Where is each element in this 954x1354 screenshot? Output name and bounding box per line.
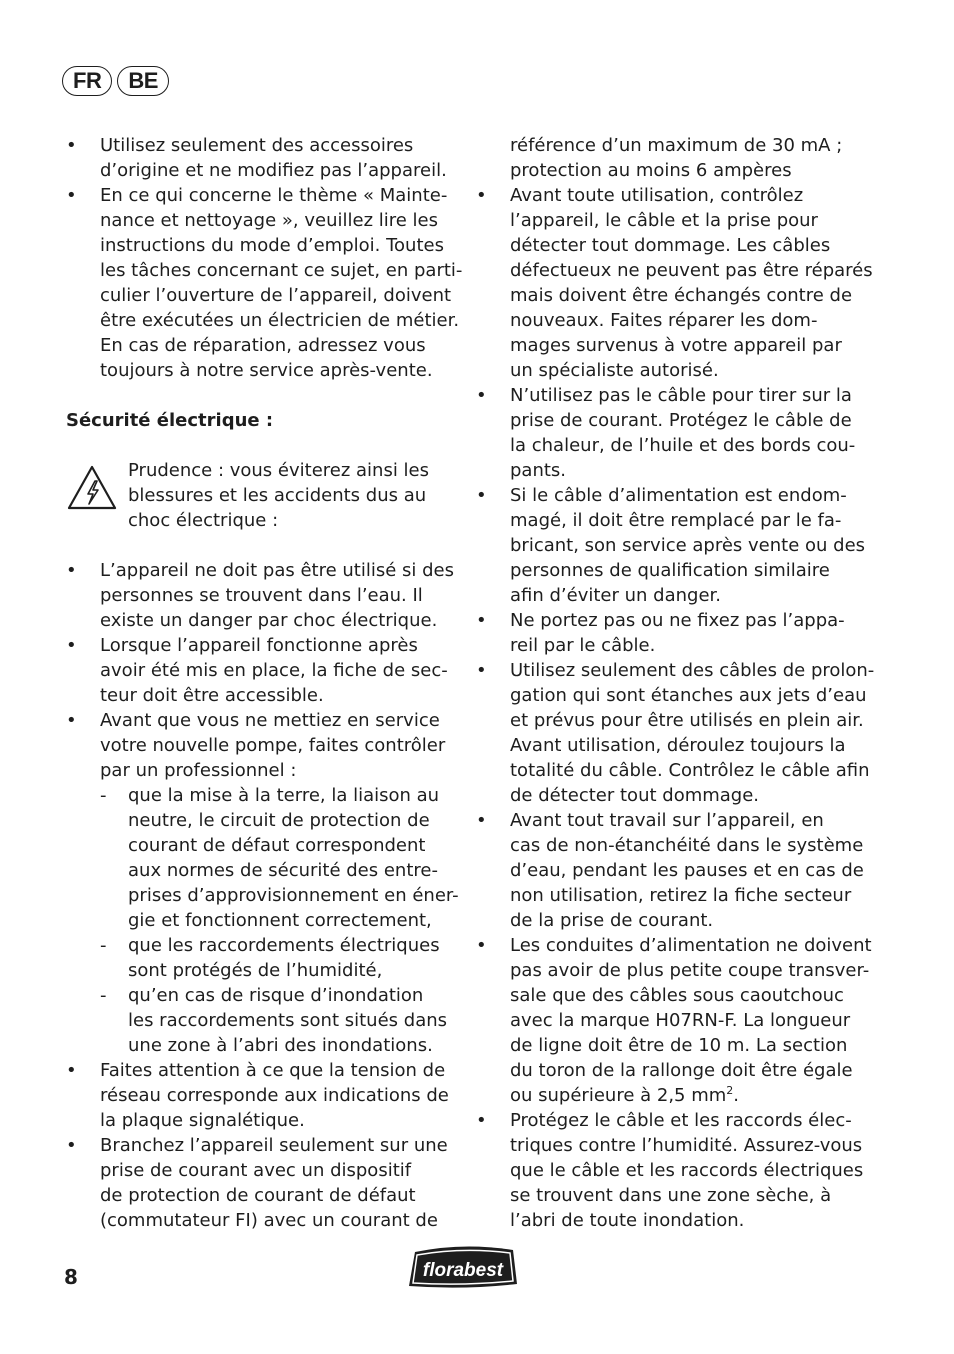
text-line: existe un danger par choc électrique. [100, 610, 438, 631]
text-line: reil par le câble. [510, 635, 656, 656]
text-line: l’abri de toute inondation. [510, 1210, 745, 1231]
left-column [66, 133, 463, 1233]
text-line: En cas de réparation, adressez vous [100, 335, 426, 356]
text-line: défectueux ne peuvent pas être réparés [510, 260, 873, 281]
text-line: • Ne portez pas ou ne fixez pas l’appa- [510, 610, 845, 631]
text-line: avec la marque H07RN-F. La longueur [510, 1010, 851, 1031]
text-line: la plaque signalétique. [100, 1110, 305, 1131]
text-line: de protection de courant de défaut [100, 1185, 416, 1206]
text-line: nance et nettoyage », veuillez lire les [100, 210, 439, 231]
list-item [476, 608, 866, 658]
text-line: triques contre l’humidité. Assurez-vous [510, 1135, 863, 1156]
text-line: pants. [510, 460, 567, 481]
text-line: la chaleur, de l’huile et des bords cou- [510, 435, 856, 456]
text-line: • Si le câble d’alimentation est endom- [510, 485, 847, 506]
text-line: Avant utilisation, déroulez toujours la [510, 735, 846, 756]
text-line: prises d’approvisionnement en éner- [128, 885, 459, 906]
text-line: personnes de qualification similaire [510, 560, 830, 581]
warning-block [66, 458, 456, 533]
text-line: afin d’éviter un danger. [510, 585, 721, 606]
bullet-list-top [66, 133, 463, 383]
text-line [510, 1083, 866, 1108]
text-line: de la prise de courant. [510, 910, 714, 931]
text-line: • Avant toute utilisation, contrôlez [510, 185, 804, 206]
text-line: cas de non-étanchéité dans le système [510, 835, 864, 856]
text-line: et prévus pour être utilisés en plein air. [510, 710, 864, 731]
text-line: d’eau, pendant les pauses et en cas de [510, 860, 864, 881]
text-line: référence d’un maximum de 30 mA ; [510, 135, 843, 156]
text-line: se trouvent dans une zone sèche, à [510, 1185, 832, 1206]
sub-item-list [66, 783, 459, 1058]
list-item [66, 1058, 456, 1133]
text-line: • Lorsque l’appareil fonctionne après [100, 635, 418, 656]
text-line: nouveaux. Faites réparer les dom- [510, 310, 818, 331]
list-item [476, 1108, 866, 1233]
list-item [476, 383, 866, 483]
list-item [66, 633, 456, 708]
text-line: • Utilisez seulement des câbles de prolon- [510, 660, 875, 681]
text-line: pas avoir de plus petite coupe transver- [510, 960, 870, 981]
florabest-logo [405, 1244, 521, 1292]
bullet-list-bottom [66, 558, 456, 783]
text-line: avoir été mis en place, la fiche de sec- [100, 660, 448, 681]
sub-list-item [66, 933, 456, 983]
text-line: d’origine et ne modifiez pas l’appareil. [100, 160, 447, 181]
text-line: • Utilisez seulement des accessoires [100, 135, 414, 156]
badge-be: BE [117, 66, 169, 96]
text-line: de ligne doit être de 10 m. La section [510, 1035, 848, 1056]
text-line: sont protégés de l’humidité, [128, 960, 383, 981]
text-line: du toron de la rallonge doit être égale [510, 1060, 853, 1081]
text-line: par un professionnel : [100, 760, 297, 781]
sub-list-item [66, 783, 459, 933]
language-badges [62, 66, 169, 96]
right-column [476, 133, 875, 1233]
list-item [476, 183, 873, 383]
bullet-list-end [66, 1058, 456, 1233]
superscript: 2 [726, 1084, 734, 1097]
continued-text [476, 133, 866, 183]
list-item [476, 658, 875, 808]
text-line: les tâches concernant ce sujet, en parti- [100, 260, 463, 281]
list-item [66, 133, 456, 183]
text-line: culier l’ouverture de l’appareil, doivent [100, 285, 452, 306]
text-line: que le câble et les raccords électriques [510, 1160, 864, 1181]
text-line: (commutateur FI) avec un courant de [100, 1210, 438, 1231]
electric-hazard-icon [66, 464, 118, 512]
text-line: • N’utilisez pas le câble pour tirer sur la [510, 385, 852, 406]
text-fragment: ou supérieure à 2,5 mm [510, 1085, 727, 1106]
text-line: • Protégez le câble et les raccords élec- [510, 1110, 852, 1131]
text-line: • Branchez l’appareil seulement sur une [100, 1135, 448, 1156]
list-item [66, 183, 463, 383]
text-line: blessures et les accidents dus au [128, 485, 427, 506]
text-line: neutre, le circuit de protection de [128, 810, 430, 831]
text-line: • L’appareil ne doit pas être utilisé si des [100, 560, 454, 581]
text-line: votre nouvelle pompe, faites contrôler [100, 735, 446, 756]
text-line: être exécutées un électricien de métier. [100, 310, 460, 331]
text-line: teur doit être accessible. [100, 685, 324, 706]
text-line: - qu’en cas de risque d’inondation [128, 985, 424, 1006]
text-line: - que la mise à la terre, la liaison au [128, 785, 440, 806]
text-line: une zone à l’abri des inondations. [128, 1035, 433, 1056]
text-line: aux normes de sécurité des entre- [128, 860, 438, 881]
text-line: courant de défaut correspondent [128, 835, 426, 856]
warning-text [128, 458, 429, 533]
text-line: détecter tout dommage. Les câbles [510, 235, 831, 256]
text-line: mages survenus à votre appareil par [510, 335, 842, 356]
text-line: l’appareil, le câble et la prise pour [510, 210, 818, 231]
text-line: gation qui sont étanches aux jets d’eau [510, 685, 867, 706]
text-fragment: . [733, 1085, 740, 1106]
text-line: • En ce qui concerne le thème « Mainte- [100, 185, 448, 206]
text-line: magé, il doit être remplacé par le fa- [510, 510, 842, 531]
list-item [66, 558, 456, 633]
badge-fr: FR [62, 66, 112, 96]
list-item [476, 933, 872, 1108]
text-line: • Avant que vous ne mettiez en service [100, 710, 440, 731]
text-line: • Les conduites d’alimentation ne doivent [510, 935, 872, 956]
page-number: 8 [64, 1265, 78, 1289]
text-line: les raccordements sont situés dans [128, 1010, 448, 1031]
text-line: totalité du câble. Contrôlez le câble afin [510, 760, 870, 781]
text-line: • Faites attention à ce que la tension de [100, 1060, 446, 1081]
text-line: sale que des câbles sous caoutchouc [510, 985, 844, 1006]
text-line: mais doivent être échangés contre de [510, 285, 853, 306]
list-item [476, 483, 866, 608]
list-item [66, 708, 456, 783]
text-line: Prudence : vous éviterez ainsi les [128, 460, 430, 481]
text-line: gie et fonctionnent correctement, [128, 910, 432, 931]
text-line: - que les raccordements électriques [128, 935, 440, 956]
sub-list-item [66, 983, 456, 1058]
text-line: personnes se trouvent dans l’eau. Il [100, 585, 423, 606]
text-line: protection au moins 6 ampères [510, 160, 792, 181]
section-heading: Sécurité électrique : [66, 410, 274, 431]
svg-text:florabest: florabest [422, 1260, 504, 1281]
text-line: choc électrique : [128, 510, 279, 531]
text-line: non utilisation, retirez la fiche secteur [510, 885, 852, 906]
text-line: prise de courant avec un dispositif [100, 1160, 412, 1181]
text-line: un spécialiste autorisé. [510, 360, 719, 381]
text-line: • Avant tout travail sur l’appareil, en [510, 810, 824, 831]
text-line: instructions du mode d’emploi. Toutes [100, 235, 444, 256]
list-item [476, 808, 866, 933]
text-line: prise de courant. Protégez le câble de [510, 410, 852, 431]
text-line: réseau corresponde aux indications de [100, 1085, 449, 1106]
text-line: bricant, son service après vente ou des [510, 535, 866, 556]
list-item [66, 1133, 456, 1233]
text-line: de détecter tout dommage. [510, 785, 760, 806]
text-line: toujours à notre service après-vente. [100, 360, 433, 381]
bullet-list-right [476, 183, 875, 1233]
